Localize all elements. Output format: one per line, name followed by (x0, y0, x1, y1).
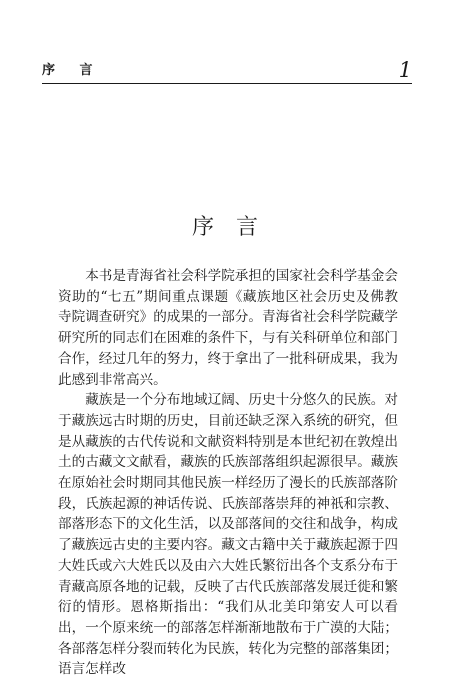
page-number: 1 (398, 58, 412, 82)
header-title: 序 言 (42, 63, 103, 78)
body-text (58, 266, 398, 680)
paragraph-1: 本书是青海省社会科学院承担的国家社会科学基金会资助的“七五”期间重点课题《藏族地区社会历史及佛教寺院调查研究》的成果的一部分。青海省社会科学院藏学研究所的同志们在困难的条件下，与有关科研单位和部门合作，经过几年的努力，终于拿出了一批科研成果，我为此感到非常高兴。 (58, 268, 398, 388)
paragraph-2: 藏族是一个分布地域辽阔、历史十分悠久的民族。对于藏族远古时期的历史，目前还缺乏深入系统的研究，但是从藏族的古代传说和文献资料特别是本世纪初在敦煌出土的古藏文文献看，藏族的氏族部落组织起源很早。藏族在原始社会时期同其他民族一样经历了漫长的氏族部落阶段，氏族起源的神话传说、氏族部落崇拜的神祇和宗教、部落形态下的文化生活，以及部落间的交往和战争，构成了藏族远古史的主要内容。藏文古籍中关于藏族起源于四大姓氏或六大姓氏以及由六大姓氏繁衍出各个支系分布于青藏高原各地的记载，反映了古代氏族部落发展迁徙和繁衍的情形。恩格斯指出：“我们从北美印第安人可以看出，一个原来统一的部落怎样渐渐地散布于广漠的大陆；各部落怎样分裂而转化为民族，转化为完整的部落集团；语言怎样改 (58, 392, 398, 678)
header-rule (42, 83, 412, 84)
chapter-title: 序言 (191, 215, 280, 240)
running-header (42, 54, 412, 84)
